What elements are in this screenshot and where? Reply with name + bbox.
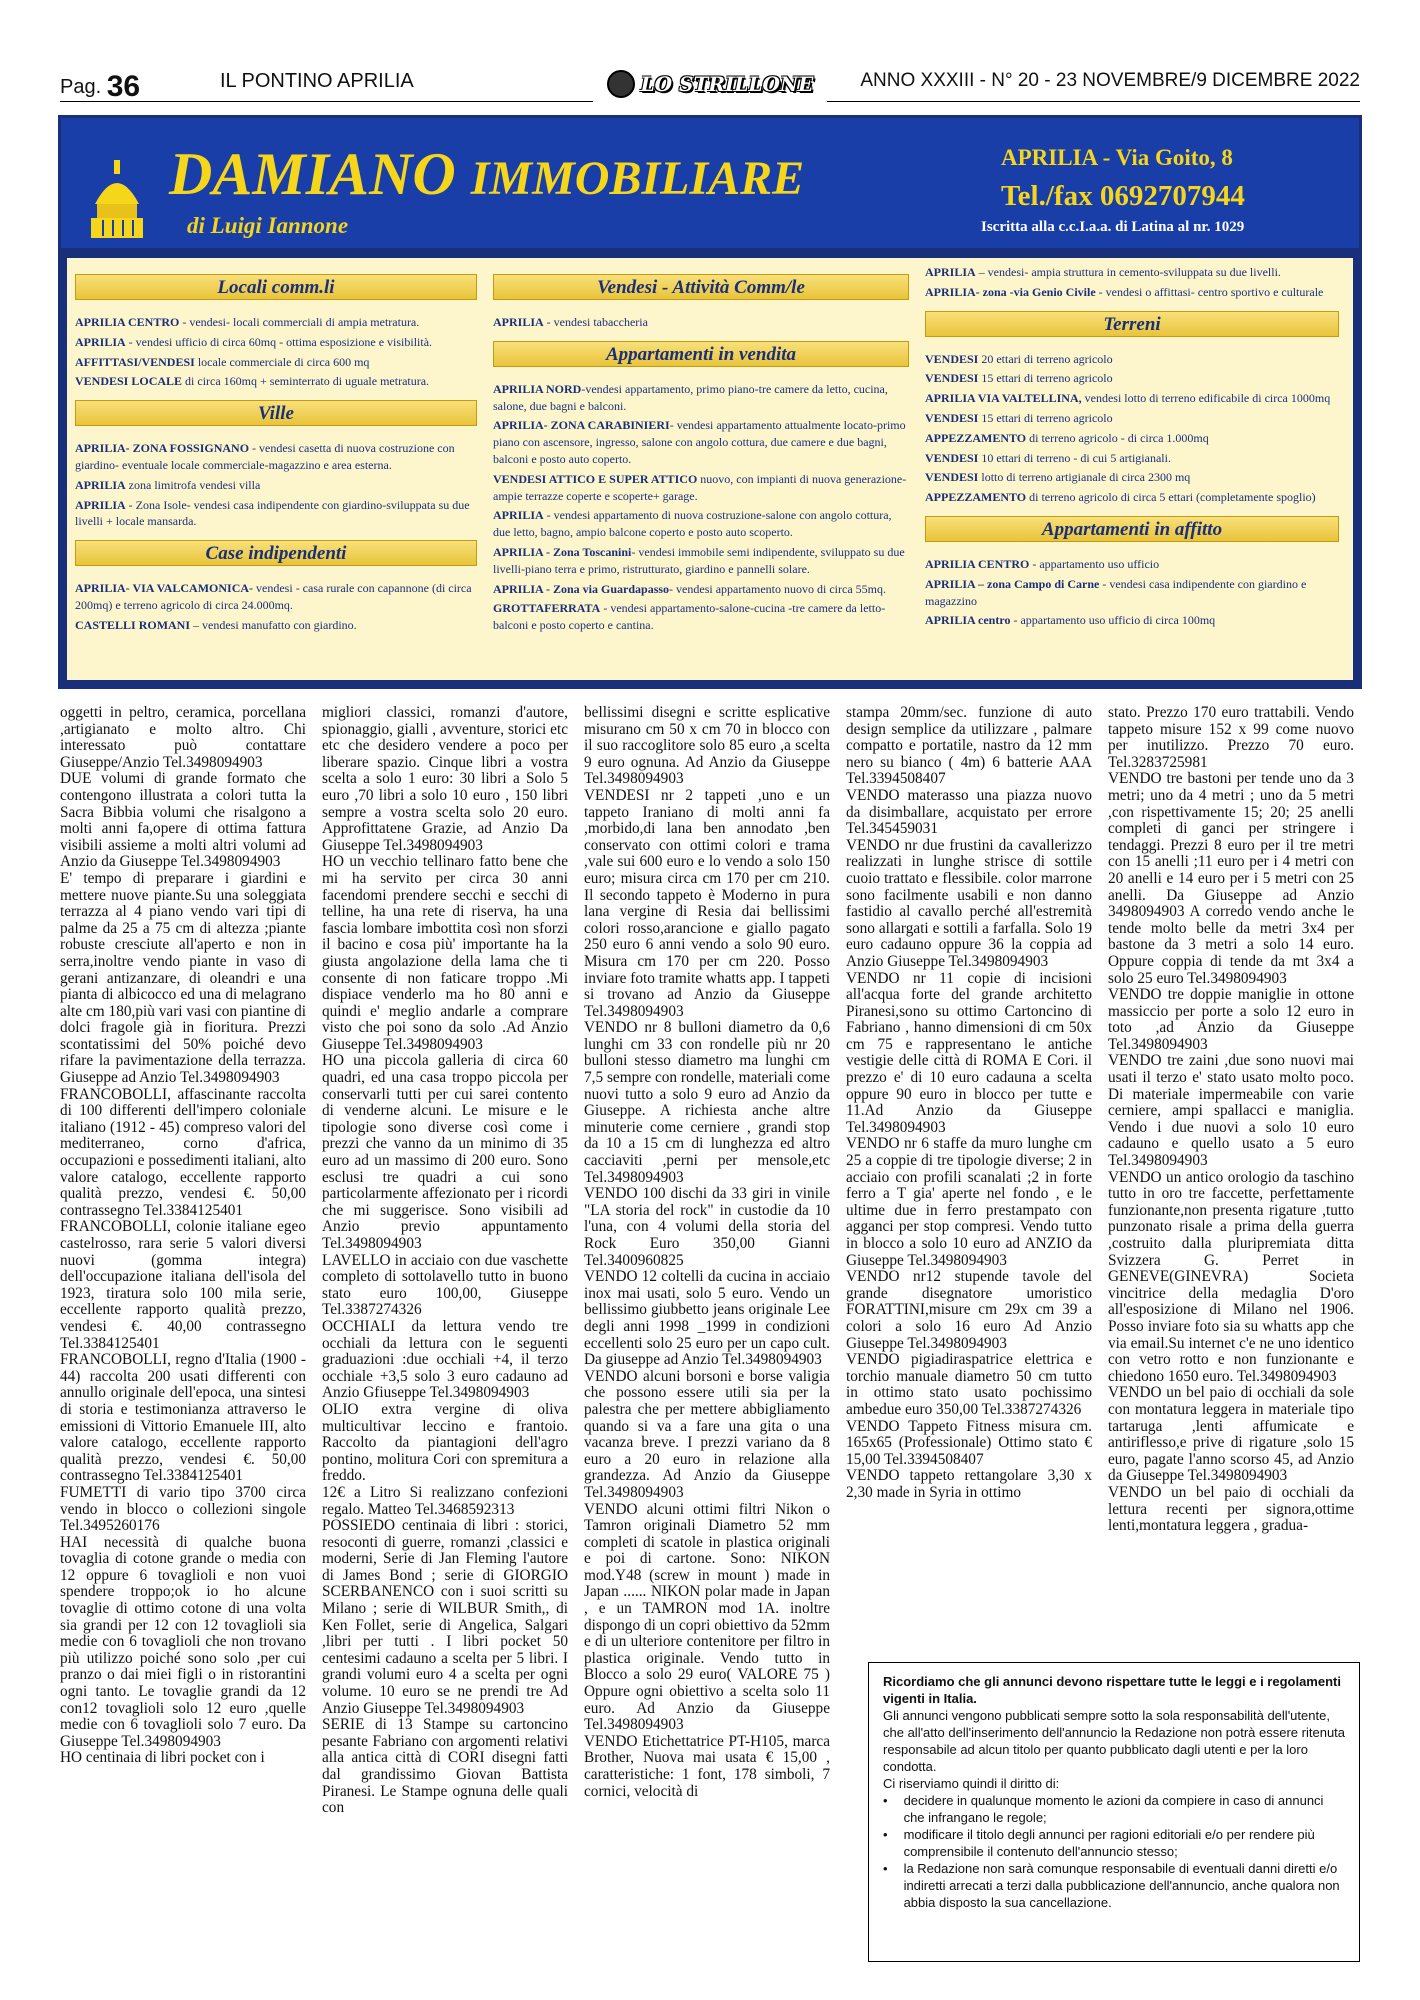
listing-item: APRILIA - Zona via Guardapasso- vendesi appartamento nuovo di circa 55mq.: [493, 581, 886, 596]
ad-column-3: [917, 258, 1347, 680]
ad-section-heading: Vendesi - Attività Comm/le: [493, 274, 909, 300]
notice-bullet: • modificare il titolo degli annunci per ragioni editoriali e/o per rendere più comprensibile il contenuto dell'annuncio stesso;: [883, 1827, 1315, 1859]
listing-item: APRILIA - vendesi ufficio di circa 60mq - ottima esposizione e visibilità.: [75, 334, 433, 349]
notice-paragraph: Ci riserviamo quindi il diritto di:: [883, 1776, 1060, 1791]
listing-item: APRILIA- VIA VALCAMONICA- vendesi - casa rurale con capannone (di circa 200mq) e terreno agricolo di circa 24.000mq.: [75, 581, 472, 612]
publication-name: IL PONTINO APRILIA: [220, 70, 414, 92]
ad-section-heading: Appartamenti in vendita: [493, 341, 909, 367]
listing-item: APRILIA zona limitrofa vendesi villa: [75, 477, 261, 492]
classified-column-3: bellissimi disegni e scritte esplicative misurano cm 50 x cm 70 in blocco con il suo raccoglitore solo 85 euro ,a scelta 9 euro ognuna. Ad Anzio da Giuseppe Tel.3498094903 VENDESI nr 2 tappeti ,uno e un tappeto Iraniano di molti anni fa ,morbido,di lana ben annodato ,ben conservato con ottimi colori e trama ,vale sui 600 euro e lo vendo a solo 150 euro; misura circa cm 170 per cm 210. Il secondo tappeto è Moderno in pura lana vergine di Resia dai bellissimi colori rosso,arancione e giallo pagato 250 euro 6 anni vendo a solo 90 euro. Misura cm 170 per cm 220. Posso inviare foto tramite whatts app. I tappeti si trovano ad Anzio da Giuseppe Tel.3498094903 VENDO nr 8 bulloni diametro da 0,6 lunghi cm 33 con rondelle più nr 20 bulloni stesso diametro ma lunghi cm 7,5 sempre con rondelle, materiali come nuovi tutto a solo 9 euro ad Anzio da Giuseppe. A richiesta anche altre minuterie come cerniere , grandi stop da 10 a 15 cm di lunghezza ed altro cacciaviti ,perni per mensole,etc Tel.3498094903 VENDO 100 dischi da 33 giri in vinile "LA storia del rock" in custodie da 10 l'una, con 4 volumi della storia del Rock Euro 350,00 Gianni Tel.3400960825 VENDO 12 coltelli da cucina in acciaio inox mai usati, solo 5 euro. Vendo un bellissimo giubbetto jeans originale Lee degli anni 1998 _1999 in condizioni eccellenti solo 25 euro per un capo cult. Da giuseppe ad Anzio Tel.3498094903 VENDO alcuni borsoni e borse valigia che possono essere utili sia per la palestra che per mettere abbigliamento quando si va a fare una gita o una vacanza breve. I prezzi variano da 8 euro a 20 euro in relazione alla grandezza. Ad Anzio da Giuseppe Tel.3498094903 VENDO alcuni ottimi filtri Nikon o Tamron originali Diametro 52 mm completi di scatole in plastica originali e poi di cartone. Sono: NIKON mod.Y48 (screw in mount ) made in Japan ...... NIKON polar made in Japan , e un TAMRON mod 1A. inoltre dispongo di un copri obiettivo da 52mm e di un ulteriore contenitore per filtro in plastica originale. Vendo tutto in Blocco a solo 29 euro( VALORE 75 ) Oppure ogni obiettivo a scelta solo 11 euro. Ad Anzio da Giuseppe Tel.3498094903 VENDO Etichettatrice PT-H105, marca Brother, Nuova mai usata € 15,00 , caratteristiche: 1 font, 178 simboli, 7 cornici, velocità di: [584, 704, 830, 1800]
listing-item: APRILIA- ZONA FOSSIGNANO - vendesi casetta di nuova costruzione con giardino- eventuale locale commerciale-magazzino e area esterna.: [75, 441, 455, 472]
dome-icon: [85, 158, 149, 240]
listing-item: APRILIA NORD-vendesi appartamento, primo piano-tre camere da letto, cucina, salone, due bagni e balconi.: [493, 381, 888, 413]
listing-item: VENDESI 15 ettari di terreno agricolo: [925, 410, 1113, 425]
ad-title: DAMIANO IMMOBILIARE: [169, 141, 805, 207]
notice-bullet: • la Redazione non sarà comunque responsabile di eventuali danni diretti e/o indiretti arrecati a terzi dalla pubblicazione dell'annuncio, anche qualora non abbia disposto la sua cancellazione.: [883, 1861, 1340, 1910]
ad-section-heading: Locali comm.li: [75, 274, 477, 300]
listing-item: APRILIA centro - appartamento uso ufficio di circa 100mq: [925, 613, 1216, 628]
listing-item: APRILIA- ZONA CARABINIERI- vendesi appartamento attualmente locato-primo piano con ascensore, ingresso, salone con angolo cottura, due camere e due bagni, balconi e posto auto coperto.: [493, 418, 906, 466]
listing-item: VENDESI 10 ettari di terreno - di cui 5 artigianali.: [925, 450, 1171, 465]
listing-item: APRILIA CENTRO - appartamento uso ufficio: [925, 556, 1160, 571]
classified-column-2: migliori classici, romanzi d'autore, spionaggio, gialli , avventure, storici etc etc che desidero vendere a poco per liberare spazio. Cinque libri a vostra scelta a solo 1 euro: 30 libri a Solo 5 euro ,70 libri a solo 10 euro , 150 libri sempre a vostra scelta solo 20 euro. Approfittatene Grazie, ad Anzio Da Giuseppe Tel.3498094903 HO un vecchio tellinaro fatto bene che mi ha servito per circa 30 anni facendomi prendere secchi e secchi di telline, ha una rete di riserva, ha una fascia lombare imbottita così non sforzi il bacino e cosa più' importante ha la giusta angolazione della lama che ti consente di non faticare troppo .Mi dispiace venderlo ma ho 80 anni e quindi e' meglio andarle a comprare visto che poi sono da solo .Ad Anzio Giuseppe Tel.3498094903 HO una piccola galleria di circa 60 quadri, ed una casa troppo piccola per conservarli tutti per cui sarei contento di venderne alcuni. Le misure e le tipologie sono diverse così come i prezzi che vanno da un minimo di 35 euro ad un massimo di 200 euro. Sono esclusi tre quadri a cui sono particolarmente affezionato per i ricordi che mi suggerisce. Sono visibili ad Anzio previo appuntamento Tel.3498094903 LAVELLO in acciaio con due vaschette completo di sottolavello tutto in buono stato euro 100,00, Giuseppe Tel.3387274326 OCCHIALI da lettura vendo tre occhiali da lettura con le seguenti graduazioni :due occhiali +4, il terzo occhiale +3,5 solo 3 euro cadauno ad Anzio Gfiuseppe Tel.3498094903 OLIO extra vergine di oliva multicultivar leccino e frantoio. Raccolto da piantagioni dell'agro pontino, molitura Cori con spremitura a freddo. 12€ a Litro Si realizzano confezioni regalo. Matteo Tel.3468592313 POSSIEDO centinaia di libri : storici, resoconti di guerre, romanzi ,classici e moderni, Serie di Jan Fleming l'autore di James Bond ; serie di GIORGIO SCERBANENCO con i suoi scritti su Milano ; serie di WILBUR Smith,, di Ken Follet, serie di Angelica, Salgari ,libri per tutti . I libri pocket 50 centesimi cadauno a scelta per 5 libri. I grandi volumi euro 4 a scelta per ogni volume. 10 euro se ne prendi tre Ad Anzio Giuseppe Tel.3498094903 SERIE di 13 Stampe su cartoncino pesante Fabriano con argomenti relativi alla antica città di CORI disegni fatti dal grandissimo Giovan Battista Piranesi. Le Stampe ognuna delle quali con: [322, 704, 568, 1817]
listing-item: VENDESI 20 ettari di terreno agricolo: [925, 351, 1113, 366]
legal-notice: [868, 1662, 1360, 1962]
listing-item: GROTTAFERRATA - vendesi appartamento-salone-cucina -tre camere da letto- balconi e posto coperto e cantina.: [493, 601, 886, 633]
classified-column-4: stampa 20mm/sec. funzione di auto design semplice da utilizzare , palmare compatto e portatile, nastro da 12 mm nero su bianco ( 4m) 6 batterie AAA Tel.3394508407 VENDO materasso una piazza nuovo da disimballare, acquistato per errore Tel.345459031 VENDO nr due frustini da cavallerizzo realizzati in lunghe strisce di sottile cuoio trattato e flessibile. color marrone sono facilmente usabili e non danno fastidio al cavallo perché all'estremità sono allargati e sottili a farfalla. Solo 19 euro cadauno oppure 36 la coppia ad Anzio Giuseppe Tel.3498094903 VENDO nr 11 copie di incisioni all'acqua forte del grande architetto Piranesi,sono su ottimo Cartoncino di Fabriano , hanno dimensioni di cm 50x cm 75 e rappresentano le antiche vestigie delle città di ROMA E Cori. il prezzo e' di 10 euro cadauna a scelta oppure 90 euro in blocco per tutte e 11.Ad Anzio da Giuseppe Tel.3498094903 VENDO nr 6 staffe da muro lunghe cm 25 a coppie di tre tipologie diverse; 2 in acciaio con profili scanalati ;2 in forte ferro a T gia' aperte nel fondo , e le ultime due in ferro prestampato con agganci per stop compresi. Vendo tutto in blocco a solo 10 euro ad ANZIO da Giuseppe Tel.3498094903 VENDO nr12 stupende tavole del grande disegnatore umoristico FORATTINI,misure cm 29x cm 39 a colori a solo 16 euro Ad Anzio Giuseppe Tel.3498094903 VENDO pigiadiraspatrice elettrica e torchio manuale diametro 50 cm tutto in ottimo stato usato pochissimo ambedue euro 350,00 Tel.3387274326 VENDO Tappeto Fitness misura cm. 165x65 (Professionale) Ottimo stato € 15,00 Tel.3394508407 VENDO tappeto rettangolare 3,30 x 2,30 made in Syria in ottimo: [846, 704, 1092, 1501]
ad-banner: [61, 118, 1359, 248]
listing-item: APPEZZAMENTO di terreno agricolo di circa 5 ettari (completamente spoglio): [925, 490, 1316, 505]
classified-column-1: oggetti in peltro, ceramica, porcellana ,artigianato e molto altro. Chi interessato può contattare Giuseppe/Anzio Tel.3498094903 DUE volumi di grande formato che contengono illustrata a colori tutta la Sacra Bibbia volumi che risalgono a molti anni fa,opere di ottima fattura visibili assieme a molti altri volumi ad Anzio da Giuseppe Tel.3498094903 E' tempo di preparare i giardini e mettere nuove piante.Su una soleggiata terrazza al 4 piano vendo vari tipi di palme da 25 a 75 cm di altezza ;piante robuste cresciute all'aperto e non in serra,inoltre vendo piante in vaso di gerani antizanzare, di oleandri e una pianta di albicocco ed una di melagrano alte cm 180,più vari vasi con piantine di dolci fragole già in fioritura. Prezzi scontatissimi del 50% poiché devo rifare la pavimentazione della terrazza. Giuseppe ad Anzio Tel.3498094903 FRANCOBOLLI, affascinante raccolta di 100 differenti dell'impero coloniale italiano (1912 - 45) compreso valori del mediterraneo, corno d'africa, occupazioni e possedimenti italiani, alto valore catalogo, eccellente rapporto qualità prezzo, vendesi €. 50,00 contrassegno Tel.3384125401 FRANCOBOLLI, colonie italiane egeo castelrosso, rara serie 5 valori diversi nuovi (gomma integra) dell'occupazione italiana dell'isola del 1923, tiratura solo 100 mila serie, eccellente rapporto qualità prezzo, vendesi €. 40,00 contrassegno Tel.3384125401 FRANCOBOLLI, regno d'Italia (1900 - 44) raccolta 200 usati differenti con annullo originale dell'epoca, una sintesi di storia e testimonianza attraverso le emissioni di Vittorio Emanuele III, alto valore catalogo, eccellente rapporto qualità prezzo, vendesi €. 50,00 contrassegno Tel.3384125401 FUMETTI di vario tipo 3700 circa vendo in blocco o collezioni singole Tel.3495260176 HAI necessità di qualche buona tovaglia di cotone grande o media con 12 oppure 6 tovaglioli e non vuoi spendere troppo;ok io ho alcune tovaglie di ottimo cotone di una volta sia grandi per 12 con 12 tovaglioli sia medie con 6 tovaglioli che non trovano più utilizzo poiché sono solo ,per cui pranzo o dai miei figli o in ristorantini ogni tanto. Le tovaglie grandi da 12 con12 tovaglioli solo 12 euro ,quelle medie con 6 tovaglioli solo 7 euro. Da Giuseppe Tel.3498094903 HO centinaia di libri pocket con i: [60, 704, 306, 1767]
ad-column-1: [67, 258, 485, 680]
listing-item: VENDESI lotto di terreno artigianale di circa 2300 mq: [925, 470, 1191, 485]
strillone-logo: LO STRILLONE: [593, 62, 827, 106]
listing-item: CASTELLI ROMANI – vendesi manufatto con giardino.: [75, 617, 357, 632]
ad-section-heading: Ville: [75, 400, 477, 426]
page-number: Pag. 36: [60, 70, 141, 103]
listing-item: VENDESI 15 ettari di terreno agricolo: [925, 371, 1113, 386]
damiano-immobiliare-ad: [58, 115, 1362, 689]
listing-item: APRILIA - vendesi tabaccheria: [493, 315, 648, 329]
listing-item: VENDESI LOCALE di circa 160mq + seminterrato di uguale metratura.: [75, 374, 430, 389]
ad-column-2: [485, 258, 917, 680]
ad-section-heading: Case indipendenti: [75, 540, 477, 566]
listing-item: VENDESI ATTICO E SUPER ATTICO nuovo, con impianti di nuova generazione-ampie terrazze coperte e scoperte+ garage.: [493, 471, 907, 503]
issue-date: ANNO XXXIII - N° 20 - 23 NOVEMBRE/9 DICEMBRE 2022: [860, 70, 1360, 91]
ad-section-heading: Appartamenti in affitto: [925, 516, 1339, 542]
listing-item: APPEZZAMENTO di terreno agricolo - di circa 1.000mq: [925, 430, 1209, 445]
ad-phone: Tel./fax 0692707944: [1001, 180, 1245, 212]
ad-section-heading: Terreni: [925, 311, 1339, 337]
notice-paragraph: Gli annunci vengono pubblicati sempre sotto la sola responsabilità dell'utente, che all'atto dell'inserimento dell'annuncio la Redazione non potrà essere ritenuta responsabile ad alcun titolo per quanto pubblicato dagli utenti e per la loro condotta.: [883, 1708, 1346, 1774]
listing-item: APRILIA - Zona Isole- vendesi casa indipendente con giardino-sviluppata su due livelli + locale mansarda.: [75, 497, 470, 529]
listing-item: APRILIA VIA VALTELLINA, vendesi lotto di terreno edificabile di circa 1000mq: [925, 391, 1331, 406]
ad-subtitle: di Luigi Iannone: [187, 213, 349, 238]
newsboy-icon: [607, 70, 635, 98]
listing-item: APRILIA CENTRO - vendesi- locali commerciali di ampia metratura.: [75, 315, 420, 329]
listing-item: APRILIA - vendesi appartamento di nuova costruzione-salone con angolo cottura, due letto, bagno, ampio balcone coperto e posto auto scoperto.: [493, 508, 892, 540]
listing-item: APRILIA- zona -via Genio Civile - vendesi o affittasi- centro sportivo e culturale: [925, 284, 1324, 299]
ad-registration: Iscritta alla c.c.I.a.a. di Latina al nr. 1029: [981, 219, 1245, 235]
listing-item: APRILIA – vendesi- ampia struttura in cemento-sviluppata su due livelli.: [925, 265, 1281, 279]
notice-title: Ricordiamo che gli annunci devono rispettare tutte le leggi e i regolamenti vigenti in Italia.: [883, 1674, 1341, 1706]
ad-address: APRILIA - Via Goito, 8: [1001, 145, 1233, 170]
listing-item: APRILIA - Zona Toscanini- vendesi immobile semi indipendente, sviluppato su due livelli-piano terra e primo, ristrutturato, giardino e pannelli solare.: [493, 544, 905, 576]
classified-column-5: stato. Prezzo 170 euro trattabili. Vendo tappeto misure 152 x 99 come nuovo per inutilizzo. Prezzo 70 euro. Tel.3283725981 VENDO tre bastoni per tende uno da 3 metri; uno da 4 metri ; uno da 5 metri ,con rispettivamente 15; 20; 25 anelli completi di ganci per stringere i tendaggi. Prezzi 8 euro per il tre metri con 15 anelli ;11 euro per i 4 metri con 20 anelli e 14 euro per i 5 metri con 25 anelli. Da Giuseppe ad Anzio 3498094903 A corredo vendo anche le tende molto belle da metri 3x4 per bastone da 3 metri a solo 14 euro. Oppure coppia di tende da mt 3x4 a solo 25 euro Tel.3498094903 VENDO tre doppie maniglie in ottone massiccio per porte a solo 12 euro in toto ,ad Anzio da Giuseppe Tel.3498094903 VENDO tre zaini ,due sono nuovi mai usati il terzo e' stato usato molto poco. Di materiale impermeabile con varie cerniere, ampi spallacci e maniglia. Vendo i due nuovi a solo 10 euro cadauno e quello usato a 5 euro Tel.3498094903 VENDO un antico orologio da taschino tutto in oro tre faccette, perfettamente funzionante,non presenta rigature ,tutto punzonato risale a prima della guerra ,costruito dalla pluripremiata ditta Svizzera G. Perret in GENEVE(GINEVRA) Societa vincitrice della medaglia D'oro all'esposizione di Milano nel 1906. Posso inviare foto sia su whatts app che via email.Su internet c'e ne uno identico con vetro rotto e non funzionante e chiedono 1650 euro. Tel.3498094903 VENDO un bel paio di occhiali da sole con montatura leggera in materiale tipo tartaruga ,lenti affumicate e antiriflesso,e prive di rigature ,solo 15 euro, pagate l'anno scorso 45, ad Anzio da Giuseppe Tel.3498094903 VENDO un bel paio di occhiali da lettura recenti per signora,ottime lenti,montatura leggera , gradua-: [1108, 704, 1354, 1535]
listing-item: AFFITTASI/VENDESI locale commerciale di circa 600 mq: [75, 354, 370, 369]
notice-bullet: • decidere in qualunque momento le azioni da compiere in caso di annunci che infrangano le regole;: [883, 1793, 1324, 1825]
listing-item: APRILIA – zona Campo di Carne - vendesi casa indipendente con giardino e magazzino: [925, 576, 1307, 608]
